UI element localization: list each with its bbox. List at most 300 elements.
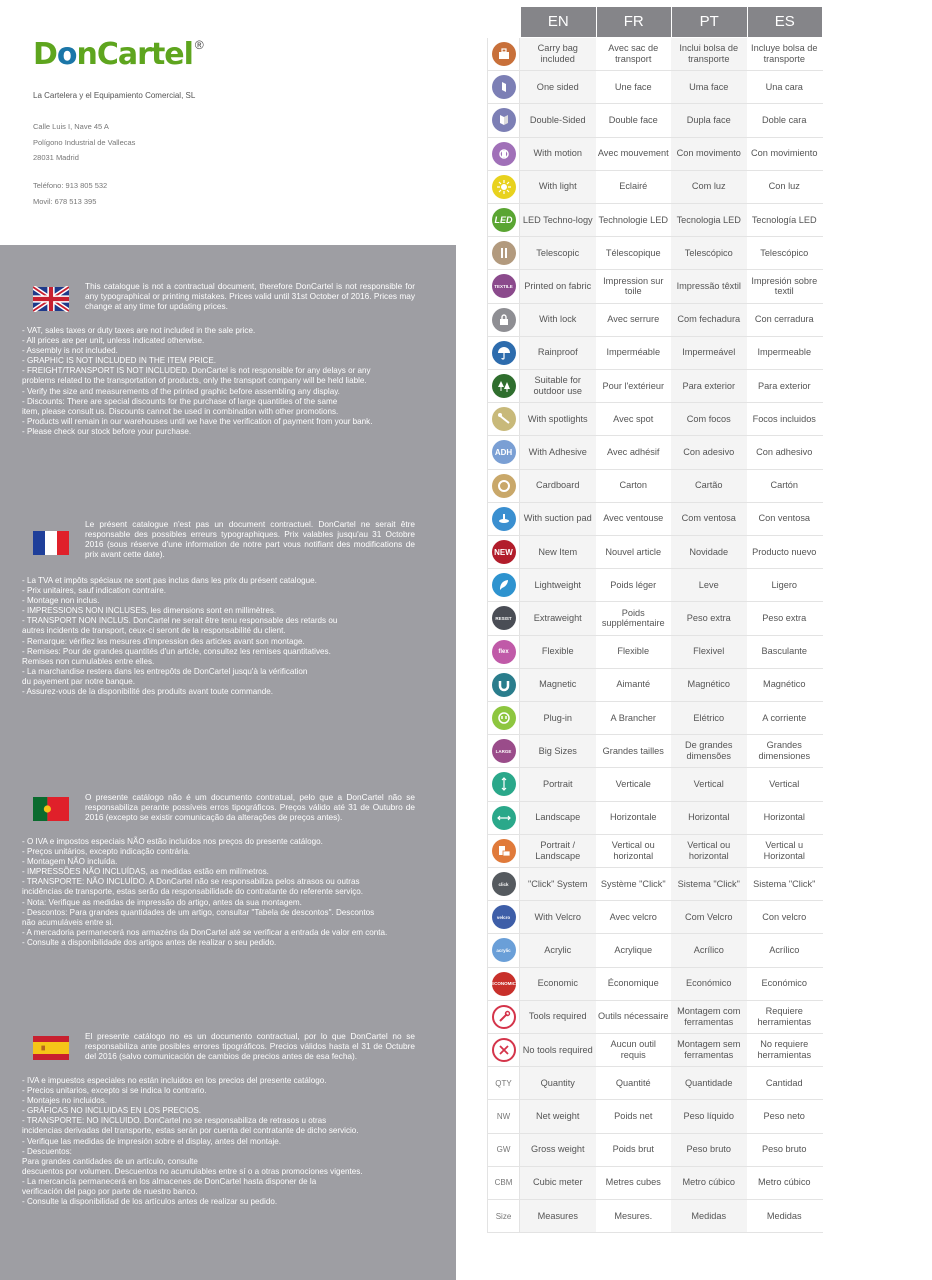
cell-en: Cubic meter	[520, 1167, 596, 1199]
cell-fr: Poids brut	[596, 1134, 672, 1166]
row-icon-cell	[487, 470, 520, 502]
term-item: item, please consult us. Discounts cannot be used in combination with other promotions.	[22, 406, 339, 416]
row-icon-cell	[487, 1167, 520, 1199]
cell-en: Tools required	[520, 1001, 596, 1033]
cell-en: Portrait / Landscape	[520, 835, 596, 867]
header-en: EN	[521, 7, 596, 37]
cell-es: Focos incluidos	[747, 403, 823, 435]
cell-fr: Avec mouvement	[596, 138, 672, 170]
cell-en: With lock	[520, 304, 596, 336]
cell-pt: Telescópico	[671, 237, 747, 269]
cell-fr: A Brancher	[596, 702, 672, 734]
adhesive-icon: ADH	[492, 440, 516, 464]
term-item: - GRÁFICAS NO INCLUIDAS EN LOS PRECIOS.	[22, 1106, 201, 1116]
cell-en: With motion	[520, 138, 596, 170]
cell-es: Tecnología LED	[747, 204, 823, 236]
cell-en: "Click" System	[520, 868, 596, 900]
table-row	[487, 768, 823, 801]
company-header	[0, 0, 456, 245]
cell-pt: Acrílico	[671, 934, 747, 966]
term-item: - GRAPHIC IS NOT INCLUDED IN THE ITEM PRICE.	[22, 356, 216, 366]
row-icon-cell	[487, 1100, 520, 1132]
term-item: - IMPRESSÕES NÃO INCLUÍDAS, as medidas estão em milímetros.	[22, 867, 269, 877]
no-tools-icon	[492, 1038, 516, 1062]
term-item: - Prix unitaires, sauf indication contraire.	[22, 586, 166, 596]
term-item: - O IVA e impostos especiais NÃO estão incluídos nos preços do presente catálogo.	[22, 837, 323, 846]
cell-en: Double-Sided	[520, 104, 596, 136]
term-item: - La TVA et impôts spéciaux ne sont pas inclus dans les prix du présent catalogue.	[22, 576, 317, 585]
plug-icon	[492, 706, 516, 730]
cell-fr: Avec sac de transport	[596, 38, 672, 70]
cell-en: Measures	[520, 1200, 596, 1232]
cell-pt: Medidas	[671, 1200, 747, 1232]
cbm-icon: CBM	[494, 1178, 513, 1188]
cell-en: Cardboard	[520, 470, 596, 502]
cell-fr: Nouvel article	[596, 536, 672, 568]
table-row	[487, 735, 823, 768]
lock-icon	[492, 308, 516, 332]
cell-en: No tools required	[520, 1034, 596, 1066]
table-row	[487, 536, 823, 569]
feather-icon	[492, 573, 516, 597]
cell-pt: Vertical	[671, 768, 747, 800]
cell-es: Para exterior	[747, 370, 823, 402]
cell-pt: Para exterior	[671, 370, 747, 402]
term-item: - Consulte la disponibilidad de los artículos antes de realizar su pedido.	[22, 1197, 278, 1207]
row-icon-cell	[487, 702, 520, 734]
size-icon: Size	[495, 1211, 512, 1221]
cell-fr: Aucun outil requis	[596, 1034, 672, 1066]
cell-pt: Con movimento	[671, 138, 747, 170]
large-icon: LARGE	[492, 739, 516, 763]
table-row	[487, 702, 823, 735]
term-item: - Montagem NÃO incluída.	[22, 857, 118, 867]
cell-pt: Sistema "Click"	[671, 868, 747, 900]
france-flag-icon	[33, 530, 69, 556]
term-item: - TRANSPORTE: NO INCLUIDO. DonCartel no se responsabiliza de retrasos u otras	[22, 1116, 327, 1126]
term-item: - Preços unitários, excepto indicação contrária.	[22, 847, 191, 857]
table-row	[487, 569, 823, 602]
term-item: - A mercadoria permanecerá nos armazéns da DonCartel até se verificar a entrada de valor em conta.	[22, 927, 388, 937]
address-line: Polígono Industrial de Vallecas	[33, 137, 136, 147]
tree-icon	[492, 374, 516, 398]
header-fr: FR	[597, 7, 672, 37]
table-row	[487, 934, 823, 967]
cell-en: With Velcro	[520, 901, 596, 933]
cell-en: Extraweight	[520, 602, 596, 634]
cell-pt: Com luz	[671, 171, 747, 203]
company-phones	[33, 178, 107, 209]
term-item: - Descuentos:	[22, 1146, 72, 1156]
cell-es: Grandes dimensiones	[747, 735, 823, 767]
cell-es: Una cara	[747, 71, 823, 103]
term-item: - FREIGHT/TRANSPORT IS NOT INCLUDED. DonCartel is not responsible for any delays or any	[22, 366, 371, 376]
table-row	[487, 171, 823, 204]
row-icon-cell	[487, 71, 520, 103]
term-item: - Nota: Verifique as medidas de impressão do artigo, antes da sua montagem.	[22, 897, 302, 907]
flex-icon: flex	[492, 640, 516, 664]
cell-es: Cartón	[747, 470, 823, 502]
cell-fr: Poids supplémentaire	[596, 602, 672, 634]
row-icon-cell	[487, 104, 520, 136]
row-icon-cell	[487, 934, 520, 966]
row-icon-cell	[487, 602, 520, 634]
row-icon-cell	[487, 1067, 520, 1099]
row-icon-cell	[487, 270, 520, 302]
cell-pt: Peso bruto	[671, 1134, 747, 1166]
term-item: - VAT, sales taxes or duty taxes are not included in the sale price.	[22, 326, 256, 335]
row-icon-cell	[487, 1001, 520, 1033]
table-row	[487, 104, 823, 137]
cell-es: Con cerradura	[747, 304, 823, 336]
bag-icon	[492, 42, 516, 66]
row-icon-cell	[487, 204, 520, 236]
cell-fr: Une face	[596, 71, 672, 103]
term-item: - Descontos: Para grandes quantidades de um artigo, consultar "Tabela de descontos". Descontos	[22, 907, 375, 917]
spain-flag-icon	[33, 1035, 69, 1061]
cell-pt: Metro cúbico	[671, 1167, 747, 1199]
cell-pt: Novidade	[671, 536, 747, 568]
cell-en: Carry bag included	[520, 38, 596, 70]
cell-en: Rainproof	[520, 337, 596, 369]
cell-pt: Dupla face	[671, 104, 747, 136]
table-row	[487, 38, 823, 71]
cell-es: Cantidad	[747, 1067, 823, 1099]
table-row	[487, 1167, 823, 1200]
cell-fr: Quantité	[596, 1067, 672, 1099]
cell-fr: Pour l'extérieur	[596, 370, 672, 402]
table-row	[487, 669, 823, 702]
row-icon-cell	[487, 304, 520, 336]
intro-text: Le présent catalogue n'est pas un document contractuel. DonCartel ne serait être responsable des possibles erreurs typographiques. Prix valables jusqu'au 31 Octobre 2016 (sous réserve d'une information de notre part vous notifiant des modifications de prix avant cette date).	[85, 519, 415, 559]
terms-list	[22, 837, 432, 948]
cell-pt: Con adesivo	[671, 436, 747, 468]
term-item: autres incidents de transport, ceux-ci seront de la responsabilité du client.	[22, 626, 286, 636]
row-icon-cell	[487, 38, 520, 70]
cell-es: Con ventosa	[747, 503, 823, 535]
cell-en: LED Techno-logy	[520, 204, 596, 236]
cell-en: Gross weight	[520, 1134, 596, 1166]
cell-fr: Eclairé	[596, 171, 672, 203]
term-item: du payement par notre banque.	[22, 676, 135, 686]
terms-list	[22, 1076, 432, 1207]
nw-icon: NW	[496, 1111, 511, 1121]
umbrella-icon	[492, 341, 516, 365]
cell-en: Printed on fabric	[520, 270, 596, 302]
row-icon-cell	[487, 968, 520, 1000]
cell-en: Suitable for outdoor use	[520, 370, 596, 402]
landscape-icon	[492, 806, 516, 830]
row-icon-cell	[487, 436, 520, 468]
cell-es: Basculante	[747, 636, 823, 668]
table-row	[487, 1034, 823, 1067]
phone-line: Movil: 678 513 395	[33, 196, 97, 206]
row-icon-cell	[487, 171, 520, 203]
cell-es: Económico	[747, 968, 823, 1000]
doncartel-logo: D o nCartel ®	[33, 37, 204, 72]
cell-es: Sistema "Click"	[747, 868, 823, 900]
terms-panel	[0, 245, 456, 1280]
term-item: incidencias derivadas del transporte, estas serán por cuenta del contratante de dicho servicio.	[22, 1126, 359, 1136]
term-item: Para grandes cantidades de un artículo, consulte	[22, 1156, 198, 1166]
table-row	[487, 1001, 823, 1034]
cell-fr: Metres cubes	[596, 1167, 672, 1199]
table-row	[487, 602, 823, 635]
cell-en: New Item	[520, 536, 596, 568]
table-row	[487, 436, 823, 469]
terms-list	[22, 576, 432, 697]
cell-pt: Com ventosa	[671, 503, 747, 535]
cell-fr: Outils nécessaire	[596, 1001, 672, 1033]
table-row	[487, 1200, 823, 1233]
row-icon-cell	[487, 403, 520, 435]
cell-en: With light	[520, 171, 596, 203]
cell-en: Telescopic	[520, 237, 596, 269]
cell-en: Portrait	[520, 768, 596, 800]
one-sided-icon	[492, 75, 516, 99]
cell-pt: Económico	[671, 968, 747, 1000]
cell-pt: De grandes dimensões	[671, 735, 747, 767]
portugal-flag-icon	[33, 796, 69, 822]
row-icon-cell	[487, 735, 520, 767]
cell-fr: Vertical ou horizontal	[596, 835, 672, 867]
term-item: verificación del pago por parte de nuestro banco.	[22, 1187, 198, 1197]
cell-fr: Grandes tailles	[596, 735, 672, 767]
cell-es: Impresión sobre textil	[747, 270, 823, 302]
cell-fr: Économique	[596, 968, 672, 1000]
row-icon-cell	[487, 569, 520, 601]
fabric-icon: TEXTILE	[492, 274, 516, 298]
cell-pt: Com focos	[671, 403, 747, 435]
term-item: - Montage non inclus.	[22, 596, 100, 606]
table-row	[487, 138, 823, 171]
term-item: - Montajes no incluidos.	[22, 1096, 108, 1106]
row-icon-cell	[487, 1134, 520, 1166]
term-item: incidências de transporte, estas serão da responsabilidade do contratante do referente serviço.	[22, 887, 364, 897]
table-header	[521, 7, 823, 37]
table-row	[487, 370, 823, 403]
cell-fr: Poids net	[596, 1100, 672, 1132]
term-item: - Products will remain in our warehouses until we have the verification of payment from your bank.	[22, 416, 373, 426]
table-row	[487, 1100, 823, 1133]
cell-pt: Vertical ou horizontal	[671, 835, 747, 867]
table-row	[487, 270, 823, 303]
cell-es: Peso extra	[747, 602, 823, 634]
row-icon-cell	[487, 835, 520, 867]
cell-es: Peso bruto	[747, 1134, 823, 1166]
cell-pt: Montagem sem ferramentas	[671, 1034, 747, 1066]
cell-en: Flexible	[520, 636, 596, 668]
cell-pt: Com Velcro	[671, 901, 747, 933]
cell-fr: Avec velcro	[596, 901, 672, 933]
cell-en: Magnetic	[520, 669, 596, 701]
cell-es: Con velcro	[747, 901, 823, 933]
term-item: - Please check our stock before your purchase.	[22, 426, 192, 436]
cell-es: Horizontal	[747, 802, 823, 834]
cell-fr: Mesures.	[596, 1200, 672, 1232]
cell-fr: Avec spot	[596, 403, 672, 435]
row-icon-cell	[487, 337, 520, 369]
registered-mark: ®	[194, 38, 204, 52]
table-row	[487, 1067, 823, 1100]
cell-en: Big Sizes	[520, 735, 596, 767]
term-item: - All prices are per unit, unless indicated otherwise.	[22, 336, 205, 346]
cell-es: A corriente	[747, 702, 823, 734]
row-icon-cell	[487, 503, 520, 535]
term-item: - TRANSPORTE: NÃO INCLUÍDO. A DonCartel não se responsabiliza pelos atrasos ou outras	[22, 877, 360, 887]
cell-fr: Verticale	[596, 768, 672, 800]
cell-pt: Flexivel	[671, 636, 747, 668]
cell-pt: Peso extra	[671, 602, 747, 634]
cell-es: Requiere herramientas	[747, 1001, 823, 1033]
term-item: - IMPRESSIONS NON INCLUSES, les dimensions sont en millimètres.	[22, 606, 277, 616]
economic-icon: ECONOMIC	[492, 972, 516, 996]
term-item: - Consulte a disponibilidade dos artigos antes de realizar o seu pedido.	[22, 937, 277, 947]
cell-pt: Impermeável	[671, 337, 747, 369]
tools-icon	[492, 1005, 516, 1029]
cell-es: Con adhesivo	[747, 436, 823, 468]
cell-es: Medidas	[747, 1200, 823, 1232]
telescopic-icon	[492, 241, 516, 265]
cell-es: Metro cúbico	[747, 1167, 823, 1199]
company-address	[33, 119, 135, 166]
cell-fr: Système "Click"	[596, 868, 672, 900]
cell-pt: Com fechadura	[671, 304, 747, 336]
cell-pt: Cartão	[671, 470, 747, 502]
light-icon	[492, 175, 516, 199]
cell-en: Economic	[520, 968, 596, 1000]
cell-es: Incluye bolsa de transporte	[747, 38, 823, 70]
table-row	[487, 237, 823, 270]
magnet-icon	[492, 673, 516, 697]
row-icon-cell	[487, 768, 520, 800]
address-line: 28031 Madrid	[33, 153, 79, 162]
table-row	[487, 901, 823, 934]
header-es: ES	[748, 7, 823, 37]
cell-es: Peso neto	[747, 1100, 823, 1132]
cell-fr: Poids léger	[596, 569, 672, 601]
cell-fr: Avec adhésif	[596, 436, 672, 468]
portrait-landscape-icon	[492, 839, 516, 863]
row-icon-cell	[487, 237, 520, 269]
term-item: - TRANSPORT NON INCLUS. DonCartel ne serait être tenu responsable des retards ou	[22, 616, 338, 626]
cell-en: With suction pad	[520, 503, 596, 535]
new-icon: NEW	[492, 540, 516, 564]
resist-icon: RESIST	[492, 606, 516, 630]
cell-pt: Magnético	[671, 669, 747, 701]
term-item: - La marchandise restera dans les entrepôts de DonCartel jusqu'à la vérification	[22, 666, 308, 676]
intro-text: O presente catálogo não é um documento contratual, pelo que a DonCartel não se responsabiliza perante possíveis erros tipográficos. Preços válido até 31 de Outubro de 2016 (excepto se existir comunicação da alterações de preços antes).	[85, 792, 415, 822]
term-item: não acumuláveis entre si.	[22, 917, 114, 927]
cell-pt: Inclui bolsa de transporte	[671, 38, 747, 70]
cell-pt: Elétrico	[671, 702, 747, 734]
led-icon: LED	[492, 208, 516, 232]
cell-es: Con luz	[747, 171, 823, 203]
cell-fr: Horizontale	[596, 802, 672, 834]
cell-en: With Adhesive	[520, 436, 596, 468]
phone-line: Teléfono: 913 805 532	[33, 181, 108, 190]
cell-es: Impermeable	[747, 337, 823, 369]
term-item: - Verify the size and measurements of the printed graphic before assembling any display.	[22, 386, 340, 396]
term-item: - Precios unitarios, excepto si se indica lo contrario.	[22, 1086, 207, 1096]
row-icon-cell	[487, 1034, 520, 1066]
company-name: La Cartelera y el Equipamiento Comercial, SL	[33, 91, 196, 100]
cell-es: Telescópico	[747, 237, 823, 269]
cell-en: Net weight	[520, 1100, 596, 1132]
row-icon-cell	[487, 370, 520, 402]
table-row	[487, 802, 823, 835]
cardboard-icon	[492, 474, 516, 498]
cell-fr: Double face	[596, 104, 672, 136]
cell-en: With spotlights	[520, 403, 596, 435]
table-row	[487, 204, 823, 237]
cell-en: Lightweight	[520, 569, 596, 601]
cell-en: Plug-in	[520, 702, 596, 734]
address-line: Calle Luis I, Nave 45 A	[33, 122, 109, 131]
row-icon-cell	[487, 138, 520, 170]
cell-es: Producto nuevo	[747, 536, 823, 568]
suction-pad-icon	[492, 507, 516, 531]
cell-es: Doble cara	[747, 104, 823, 136]
cell-es: No requiere herramientas	[747, 1034, 823, 1066]
row-icon-cell	[487, 636, 520, 668]
table-row	[487, 304, 823, 337]
cell-en: One sided	[520, 71, 596, 103]
cell-es: Con movimiento	[747, 138, 823, 170]
term-item: - Remises: Pour de grandes quantités d'un article, consultez les remises quantitatives.	[22, 646, 331, 656]
table-row	[487, 1134, 823, 1167]
qty-icon: QTY	[495, 1078, 512, 1088]
cell-es: Vertical	[747, 768, 823, 800]
cell-pt: Uma face	[671, 71, 747, 103]
cell-fr: Carton	[596, 470, 672, 502]
cell-fr: Télescopique	[596, 237, 672, 269]
cell-pt: Peso líquido	[671, 1100, 747, 1132]
cell-en: Quantity	[520, 1067, 596, 1099]
portrait-icon	[492, 772, 516, 796]
cell-pt: Impressão têxtil	[671, 270, 747, 302]
cell-pt: Quantidade	[671, 1067, 747, 1099]
velcro-icon: velcro	[492, 905, 516, 929]
cell-fr: Imperméable	[596, 337, 672, 369]
cell-pt: Tecnologia LED	[671, 204, 747, 236]
cell-es: Ligero	[747, 569, 823, 601]
term-item: - Assurez-vous de la disponibilité des produits avant toute commande.	[22, 687, 274, 697]
term-item: descuentos por volumen. Descuentos no acumulables entre sí o a otras promociones vigentes.	[22, 1166, 363, 1176]
table-row	[487, 835, 823, 868]
intro-text: El presente catálogo no es un documento contractual, por lo que DonCartel no se responsabiliza ante posibles errores tipográficos. Precios válidos hasta el 31 de Octubre del 2016 (salvo comunicación de cambios de precios antes de esa fecha).	[85, 1031, 415, 1061]
acrylic-icon: acrylic	[492, 938, 516, 962]
row-icon-cell	[487, 868, 520, 900]
spotlight-icon	[492, 407, 516, 431]
cell-pt: Montagem com ferramentas	[671, 1001, 747, 1033]
term-item: - IVA e impuestos especiales no están incluidos en los precios del presente catálogo.	[22, 1076, 327, 1085]
gw-icon: GW	[496, 1145, 511, 1155]
header-pt: PT	[672, 7, 747, 37]
term-item: - Assembly is not included.	[22, 346, 118, 356]
term-item: - La mercancía permanecerá en los almacenes de DonCartel hasta disponer de la	[22, 1176, 317, 1186]
term-item: - Remarque: vérifiez les mesures d'impression des articles avant son montage.	[22, 636, 305, 646]
click-icon: click	[492, 872, 516, 896]
table-row	[487, 71, 823, 104]
term-item: problems related to the transportation of products, only the transport company will be held liable.	[22, 376, 367, 386]
cell-pt: Horizontal	[671, 802, 747, 834]
cell-fr: Aimanté	[596, 669, 672, 701]
cell-es: Vertical u Horizontal	[747, 835, 823, 867]
cell-en: Landscape	[520, 802, 596, 834]
table-row	[487, 337, 823, 370]
cell-fr: Impression sur toile	[596, 270, 672, 302]
